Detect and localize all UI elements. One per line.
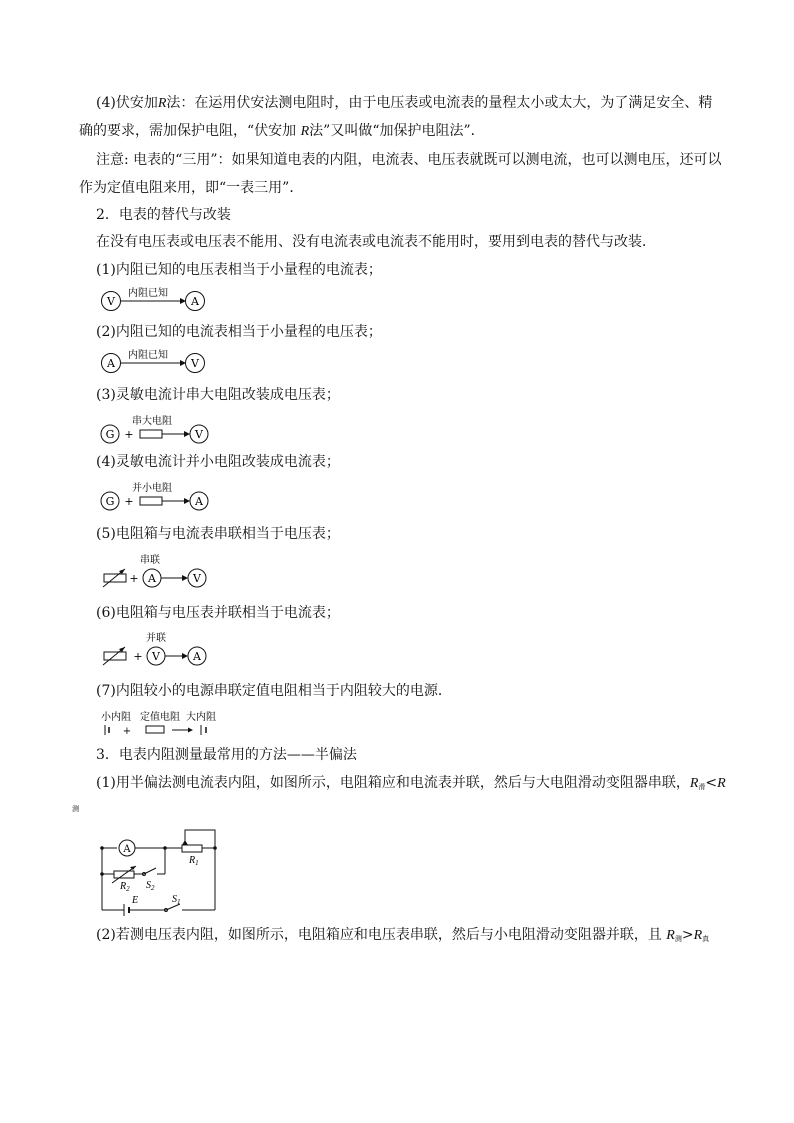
d4-from: G (105, 495, 115, 508)
d6-plus: + (133, 650, 143, 663)
p4-text-b: 法：在运用伏安法测电阻时，由于电压表或电流表的量程太小或太大，为了满足安全、精 (166, 95, 713, 111)
d7-label-right: 大内阻 (186, 712, 216, 723)
p2-sub2: 真 (702, 935, 710, 943)
d6-mid: V (152, 650, 160, 663)
section-3-heading: 3．电表内阻测量最常用的方法——半偏法 (96, 747, 357, 763)
section-3-p1 (96, 773, 726, 797)
item-5: (5)电阻箱与电流表串联相当于电压表； (96, 526, 340, 542)
p2-r2: R (693, 928, 703, 943)
p4-text-d: 法”又叫做“加保护电阻法”． (309, 123, 485, 139)
item-1: (1)内阻已知的电压表相当于小量程的电流表； (96, 262, 382, 278)
diagram-6 (100, 630, 220, 670)
s1-label: $S_1$ (172, 894, 181, 906)
d1-to: A (191, 295, 199, 308)
note-line-1: 注意: 电表的“三用”：如果知道电表的内阻，电流表、电压表就既可以测电流，也可以测电压，还可以 (96, 152, 722, 168)
rheostat-r1-icon (182, 845, 202, 852)
slider-arrow-icon (182, 840, 188, 845)
arrow-head-icon (182, 575, 188, 581)
d1-label: 内阻已知 (128, 288, 168, 299)
p1-r2: R (717, 776, 726, 791)
d4-plus: + (124, 495, 134, 508)
circuit-ammeter-label: A (123, 844, 131, 855)
p4-text-a: (4)伏安加 (96, 95, 158, 111)
d7-label-left: 小内阻 (101, 712, 131, 723)
item-7: (7)内阻较小的电源串联定值电阻相当于内阻较大的电源． (96, 683, 452, 699)
section-2-heading: 2．电表的替代与改装 (96, 207, 231, 223)
p2-text: (2)若测电压表内阻，如图所示，电阻箱应和电压表串联，然后与小电阻滑动变阻器并联，且 (96, 927, 667, 943)
d2-label: 内阻已知 (128, 350, 168, 361)
section-2-intro: 在没有电压表或电压表不能用、没有电流表或电流表不能用时，要用到电表的替代与改装． (96, 234, 656, 250)
resistor-icon (140, 497, 162, 505)
arrow-head-icon (184, 431, 190, 437)
d6-to: A (193, 650, 201, 663)
resistor-icon (146, 726, 164, 733)
d2-from: A (107, 357, 115, 370)
s2-label: $S_2$ (146, 880, 155, 892)
diagram-1 (100, 288, 210, 314)
resistor-icon (140, 430, 162, 438)
d5-plus: + (129, 572, 139, 585)
item-4: (4)灵敏电流计并小电阻改装成电流表； (96, 454, 340, 470)
resistance-box-icon (104, 652, 126, 660)
diagram-3 (100, 413, 220, 447)
d3-plus: + (124, 428, 134, 441)
rheostat-slider-wire (185, 830, 215, 910)
d3-label: 串大电阻 (132, 416, 172, 427)
arrow-head-icon (184, 498, 190, 504)
d4-label: 并小电阻 (132, 483, 172, 494)
diagram-4 (100, 480, 220, 514)
d3-to: V (195, 428, 203, 441)
p1-lt: < (705, 775, 718, 791)
junction-dot (163, 846, 167, 850)
arrow-head-icon (188, 728, 193, 733)
p4-r-symbol: R (157, 96, 167, 111)
note-line-2: 作为定值电阻来用，即“一表三用”． (79, 180, 304, 196)
junction-dot (100, 846, 104, 850)
p1-r1: R (689, 776, 699, 791)
p4-text-c: 确的要求，需加保护电阻，“伏安加 (79, 123, 301, 139)
diagram-5 (100, 552, 220, 592)
diagram-2 (100, 350, 210, 376)
d5-to: V (193, 572, 201, 585)
resistance-box-icon (104, 574, 126, 582)
e-label: E (132, 895, 139, 906)
p2-sub1: 测 (674, 935, 682, 943)
d1-from: V (107, 295, 115, 308)
d5-mid: A (148, 572, 156, 585)
p2-gt: > (681, 927, 694, 943)
p1-text: (1)用半偏法测电流表内阻，如图所示，电阻箱应和电流表并联，然后与大电阻滑动变阻器串联， (96, 775, 690, 791)
diagram-7 (100, 708, 230, 740)
junction-dot (213, 846, 217, 850)
r2-label: $R_2$ (120, 881, 130, 893)
d4-to: A (195, 495, 203, 508)
half-deflection-circuit (98, 826, 223, 916)
item-2: (2)内阻已知的电流表相当于小量程的电压表； (96, 324, 382, 340)
d7-label-mid: 定值电阻 (140, 712, 180, 723)
item-3: (3)灵敏电流计串大电阻改装成电压表； (96, 387, 340, 403)
paragraph-4-line-2 (79, 121, 485, 142)
d6-label: 并联 (146, 633, 166, 644)
switch-s2-blade (144, 868, 156, 874)
d2-to: V (191, 357, 199, 370)
d7-plus: + (122, 726, 132, 737)
paragraph-4-line-1 (96, 93, 712, 114)
section-3-p2 (96, 925, 709, 949)
d3-from: G (105, 428, 115, 441)
p4-r-symbol-2: R (300, 124, 310, 139)
d5-label: 串联 (140, 555, 160, 566)
p1-sub2-wrapped: 测 (72, 805, 79, 813)
arrow-head-icon (182, 653, 188, 659)
r1-label: $R_1$ (189, 855, 199, 867)
p2-r1: R (666, 928, 675, 943)
p1-sub1: 滑 (698, 783, 706, 791)
item-6: (6)电阻箱与电压表并联相当于电流表； (96, 605, 340, 621)
